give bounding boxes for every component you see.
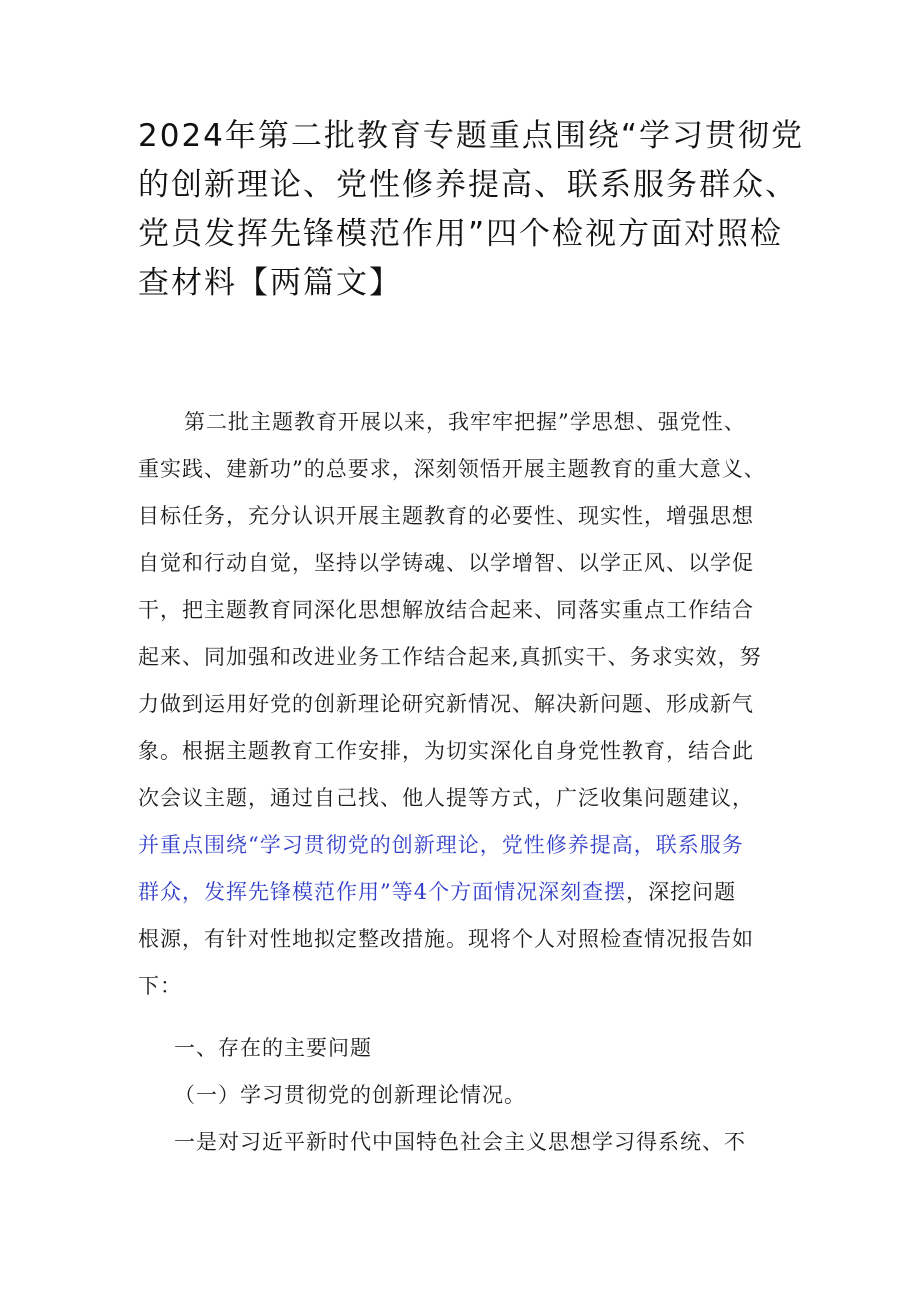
paragraph-line: 重实践、建新功”的总要求，深刻领悟开展主题教育的重大意义、: [138, 457, 766, 481]
section-heading: 一、存在的主要问题: [174, 1036, 372, 1060]
title-line: 的创新理论、党性修养提高、联系服务群众、: [138, 167, 798, 203]
paragraph-line: 自觉和行动自觉，坚持以学铸魂、以学增智、以学正风、以学促: [138, 551, 754, 575]
paragraph-line: 力做到运用好党的创新理论研究新情况、解决新问题、形成新气: [138, 692, 754, 716]
paragraph-line: 第二批主题教育开展以来，我牢牢把握”学思想、强党性、: [184, 410, 746, 434]
paragraph-line: 目标任务，充分认识开展主题教育的必要性、现实性，增强思想: [138, 504, 754, 528]
highlighted-text: 群众，发挥先锋模范作用”等4个方面情况深刻查摆: [138, 880, 627, 904]
section-block: [138, 1025, 798, 1166]
paragraph-line: 起来、同加强和改进业务工作结合起来,真抓实干、务求实效，努: [138, 645, 762, 669]
paragraph-line: 根源，有针对性地拟定整改措施。现将个人对照检查情况报告如: [138, 927, 754, 951]
paragraph-text: ，深挖问题: [626, 880, 737, 904]
paragraph-line: 下：: [138, 974, 182, 998]
paragraph-line: 干，把主题教育同深化思想解放结合起来、同落实重点工作结合: [138, 598, 754, 622]
paragraph-line: 次会议主题，通过自己找、他人提等方式，广泛收集问题建议，: [138, 786, 754, 810]
document-title: [138, 112, 804, 308]
intro-paragraph: [138, 399, 798, 1010]
title-line: 党员发挥先锋模范作用”四个检视方面对照检: [138, 216, 784, 252]
subsection-heading: （一）学习贯彻党的创新理论情况。: [174, 1083, 526, 1107]
paragraph-line: 象。根据主题教育工作安排，为切实深化自身党性教育，结合此: [138, 739, 754, 763]
paragraph-line: 一是对习近平新时代中国特色社会主义思想学习得系统、不: [174, 1130, 746, 1154]
paragraph-line-mixed: [138, 869, 798, 916]
title-line: 2024年第二批教育专题重点围绕“学习贯彻党: [138, 118, 804, 154]
highlighted-paragraph-line: 并重点围绕“学习贯彻党的创新理论，党性修养提高，联系服务: [138, 833, 744, 857]
title-line: 查材料【两篇文】: [138, 265, 402, 301]
